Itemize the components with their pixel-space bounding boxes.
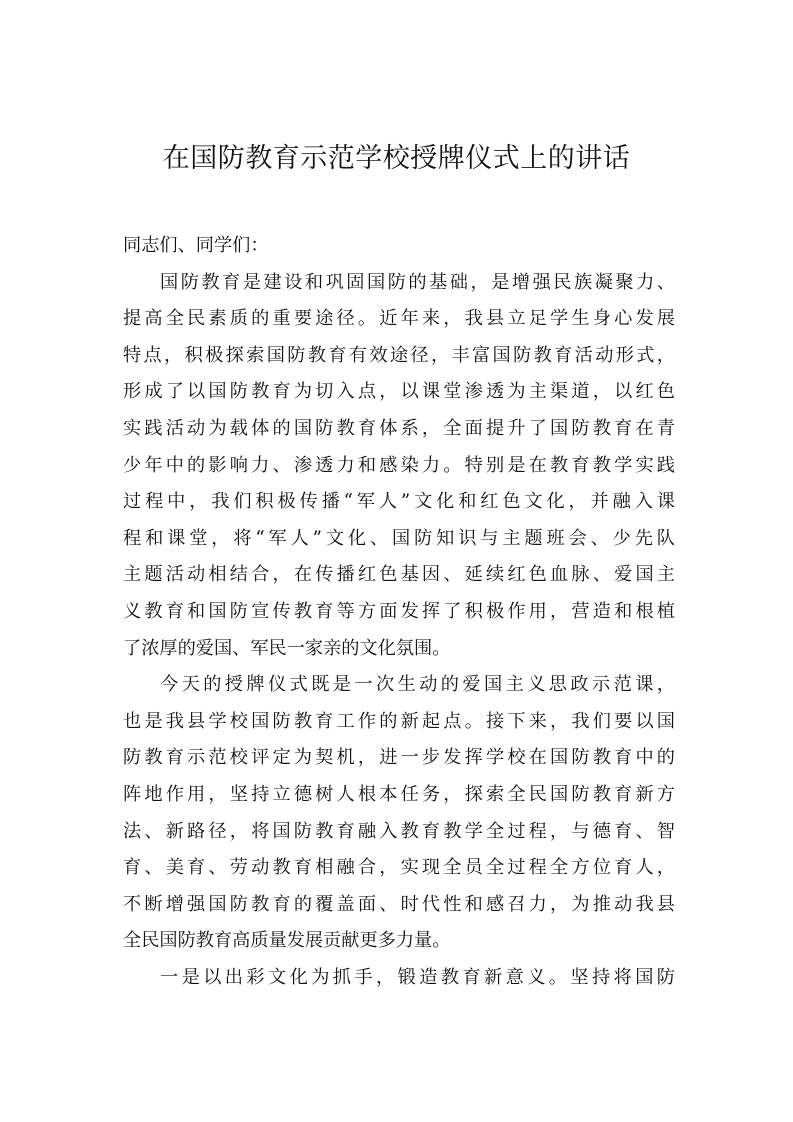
text-line: 不断增强国防教育的覆盖面、时代性和感召力，为推动我县 bbox=[123, 893, 675, 915]
text-line: 也是我县学校国防教育工作的新起点。接下来，我们要以国 bbox=[123, 710, 675, 732]
text-line: 特点，积极探索国防教育有效途径，丰富国防教育活动形式， bbox=[123, 344, 675, 366]
paragraph-2 bbox=[123, 667, 675, 960]
text-line: 今天的授牌仪式既是一次生动的爱国主义思政示范课， bbox=[160, 674, 675, 696]
text-line: 义教育和国防宣传教育等方面发挥了积极作用，营造和根植 bbox=[123, 600, 675, 622]
text-line: 主题活动相结合，在传播红色基因、延续红色血脉、爱国主 bbox=[123, 564, 675, 586]
text-line: 少年中的影响力、渗透力和感染力。特别是在教育教学实践 bbox=[123, 454, 675, 476]
text-line: 过程中，我们积极传播“军人”文化和红色文化，并融入课 bbox=[123, 491, 675, 513]
text-line: 国防教育是建设和巩固国防的基础，是增强民族凝聚力、 bbox=[160, 271, 675, 293]
text-line: 了浓厚的爱国、军民一家亲的文化氛围。 bbox=[123, 637, 451, 659]
text-line: 育、美育、劳动教育相融合，实现全员全过程全方位育人， bbox=[123, 857, 675, 879]
paragraph-1 bbox=[123, 265, 675, 668]
salutation: 同志们、同学们： bbox=[123, 235, 269, 256]
text-line: 阵地作用，坚持立德树人根本任务，探索全民国防教育新方 bbox=[123, 783, 675, 805]
text-line: 法、新路径，将国防教育融入教育教学全过程，与德育、智 bbox=[123, 820, 675, 842]
paragraph-3 bbox=[123, 960, 675, 997]
document-title: 在国防教育示范学校授牌仪式上的讲话 bbox=[162, 143, 631, 174]
text-line: 全民国防教育高质量发展贡献更多力量。 bbox=[123, 930, 451, 952]
text-line: 实践活动为载体的国防教育体系，全面提升了国防教育在青 bbox=[123, 417, 675, 439]
text-line: 提高全民素质的重要途径。近年来，我县立足学生身心发展 bbox=[123, 308, 675, 330]
document-body bbox=[123, 228, 675, 996]
text-line: 防教育示范校评定为契机，进一步发挥学校在国防教育中的 bbox=[123, 747, 675, 769]
text-line: 形成了以国防教育为切入点，以课堂渗透为主渠道，以红色 bbox=[123, 381, 675, 403]
text-line: 一是以出彩文化为抓手，锻造教育新意义。坚持将国防 bbox=[160, 966, 675, 988]
text-line: 程和课堂，将“军人”文化、国防知识与主题班会、少先队 bbox=[123, 527, 675, 549]
